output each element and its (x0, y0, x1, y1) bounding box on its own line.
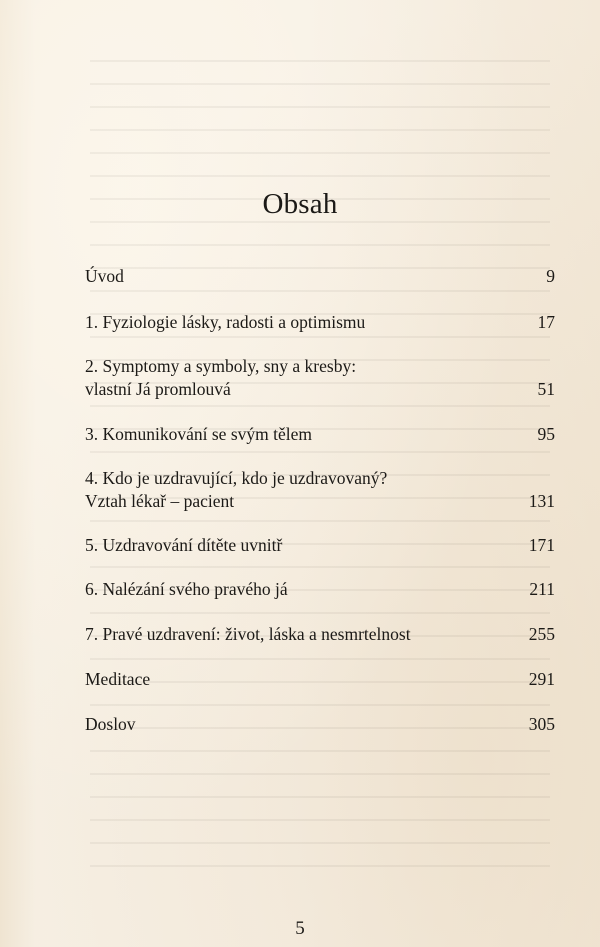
toc-entry-label: 4. Kdo je uzdravující, kdo je uzdravovaný? (85, 468, 388, 488)
toc-entry (85, 423, 555, 446)
toc-entry (85, 713, 555, 736)
toc-title: Obsah (262, 188, 338, 220)
toc-entry-label: Meditace (85, 669, 151, 689)
toc-entry-label: 6. Nalézání svého pravého já (85, 579, 288, 599)
toc-entry (85, 578, 555, 601)
toc-entry-label-continued: vlastní Já promlouvá (85, 379, 231, 399)
page-number: 5 (295, 918, 305, 939)
toc-entry (85, 265, 555, 288)
toc-entry-page: 171 (528, 535, 555, 555)
toc-entry (85, 623, 555, 646)
toc-entry-label: 1. Fyziologie lásky, radosti a optimismu (85, 312, 366, 332)
toc-entry-page: 211 (529, 579, 555, 599)
toc-entry-page: 17 (537, 312, 555, 332)
toc-entry-label: Doslov (85, 714, 136, 734)
toc-entry-label: Úvod (85, 266, 124, 286)
toc-entry-label: 2. Symptomy a symboly, sny a kresby: (85, 356, 357, 376)
toc-entry (85, 311, 555, 334)
toc-entry-label: 7. Pravé uzdravení: život, láska a nesmrtelnost (85, 624, 411, 644)
toc-entry (85, 534, 555, 557)
toc-entry-page: 131 (528, 491, 555, 511)
toc-entry (85, 668, 555, 691)
toc-entry (85, 467, 555, 513)
toc-entry (85, 355, 555, 401)
toc-entry-label: 3. Komunikování se svým tělem (85, 424, 312, 444)
toc-entry-page: 291 (528, 669, 555, 689)
toc-entry-page: 51 (537, 379, 555, 399)
toc-entry-page: 305 (528, 714, 555, 734)
toc-entry-page: 95 (537, 424, 555, 444)
toc-entry-label: 5. Uzdravování dítěte uvnitř (85, 535, 283, 555)
toc-entry-page: 9 (546, 266, 555, 286)
toc-entry-page: 255 (528, 624, 555, 644)
toc-entry-label-continued: Vztah lékař – pacient (85, 491, 235, 511)
